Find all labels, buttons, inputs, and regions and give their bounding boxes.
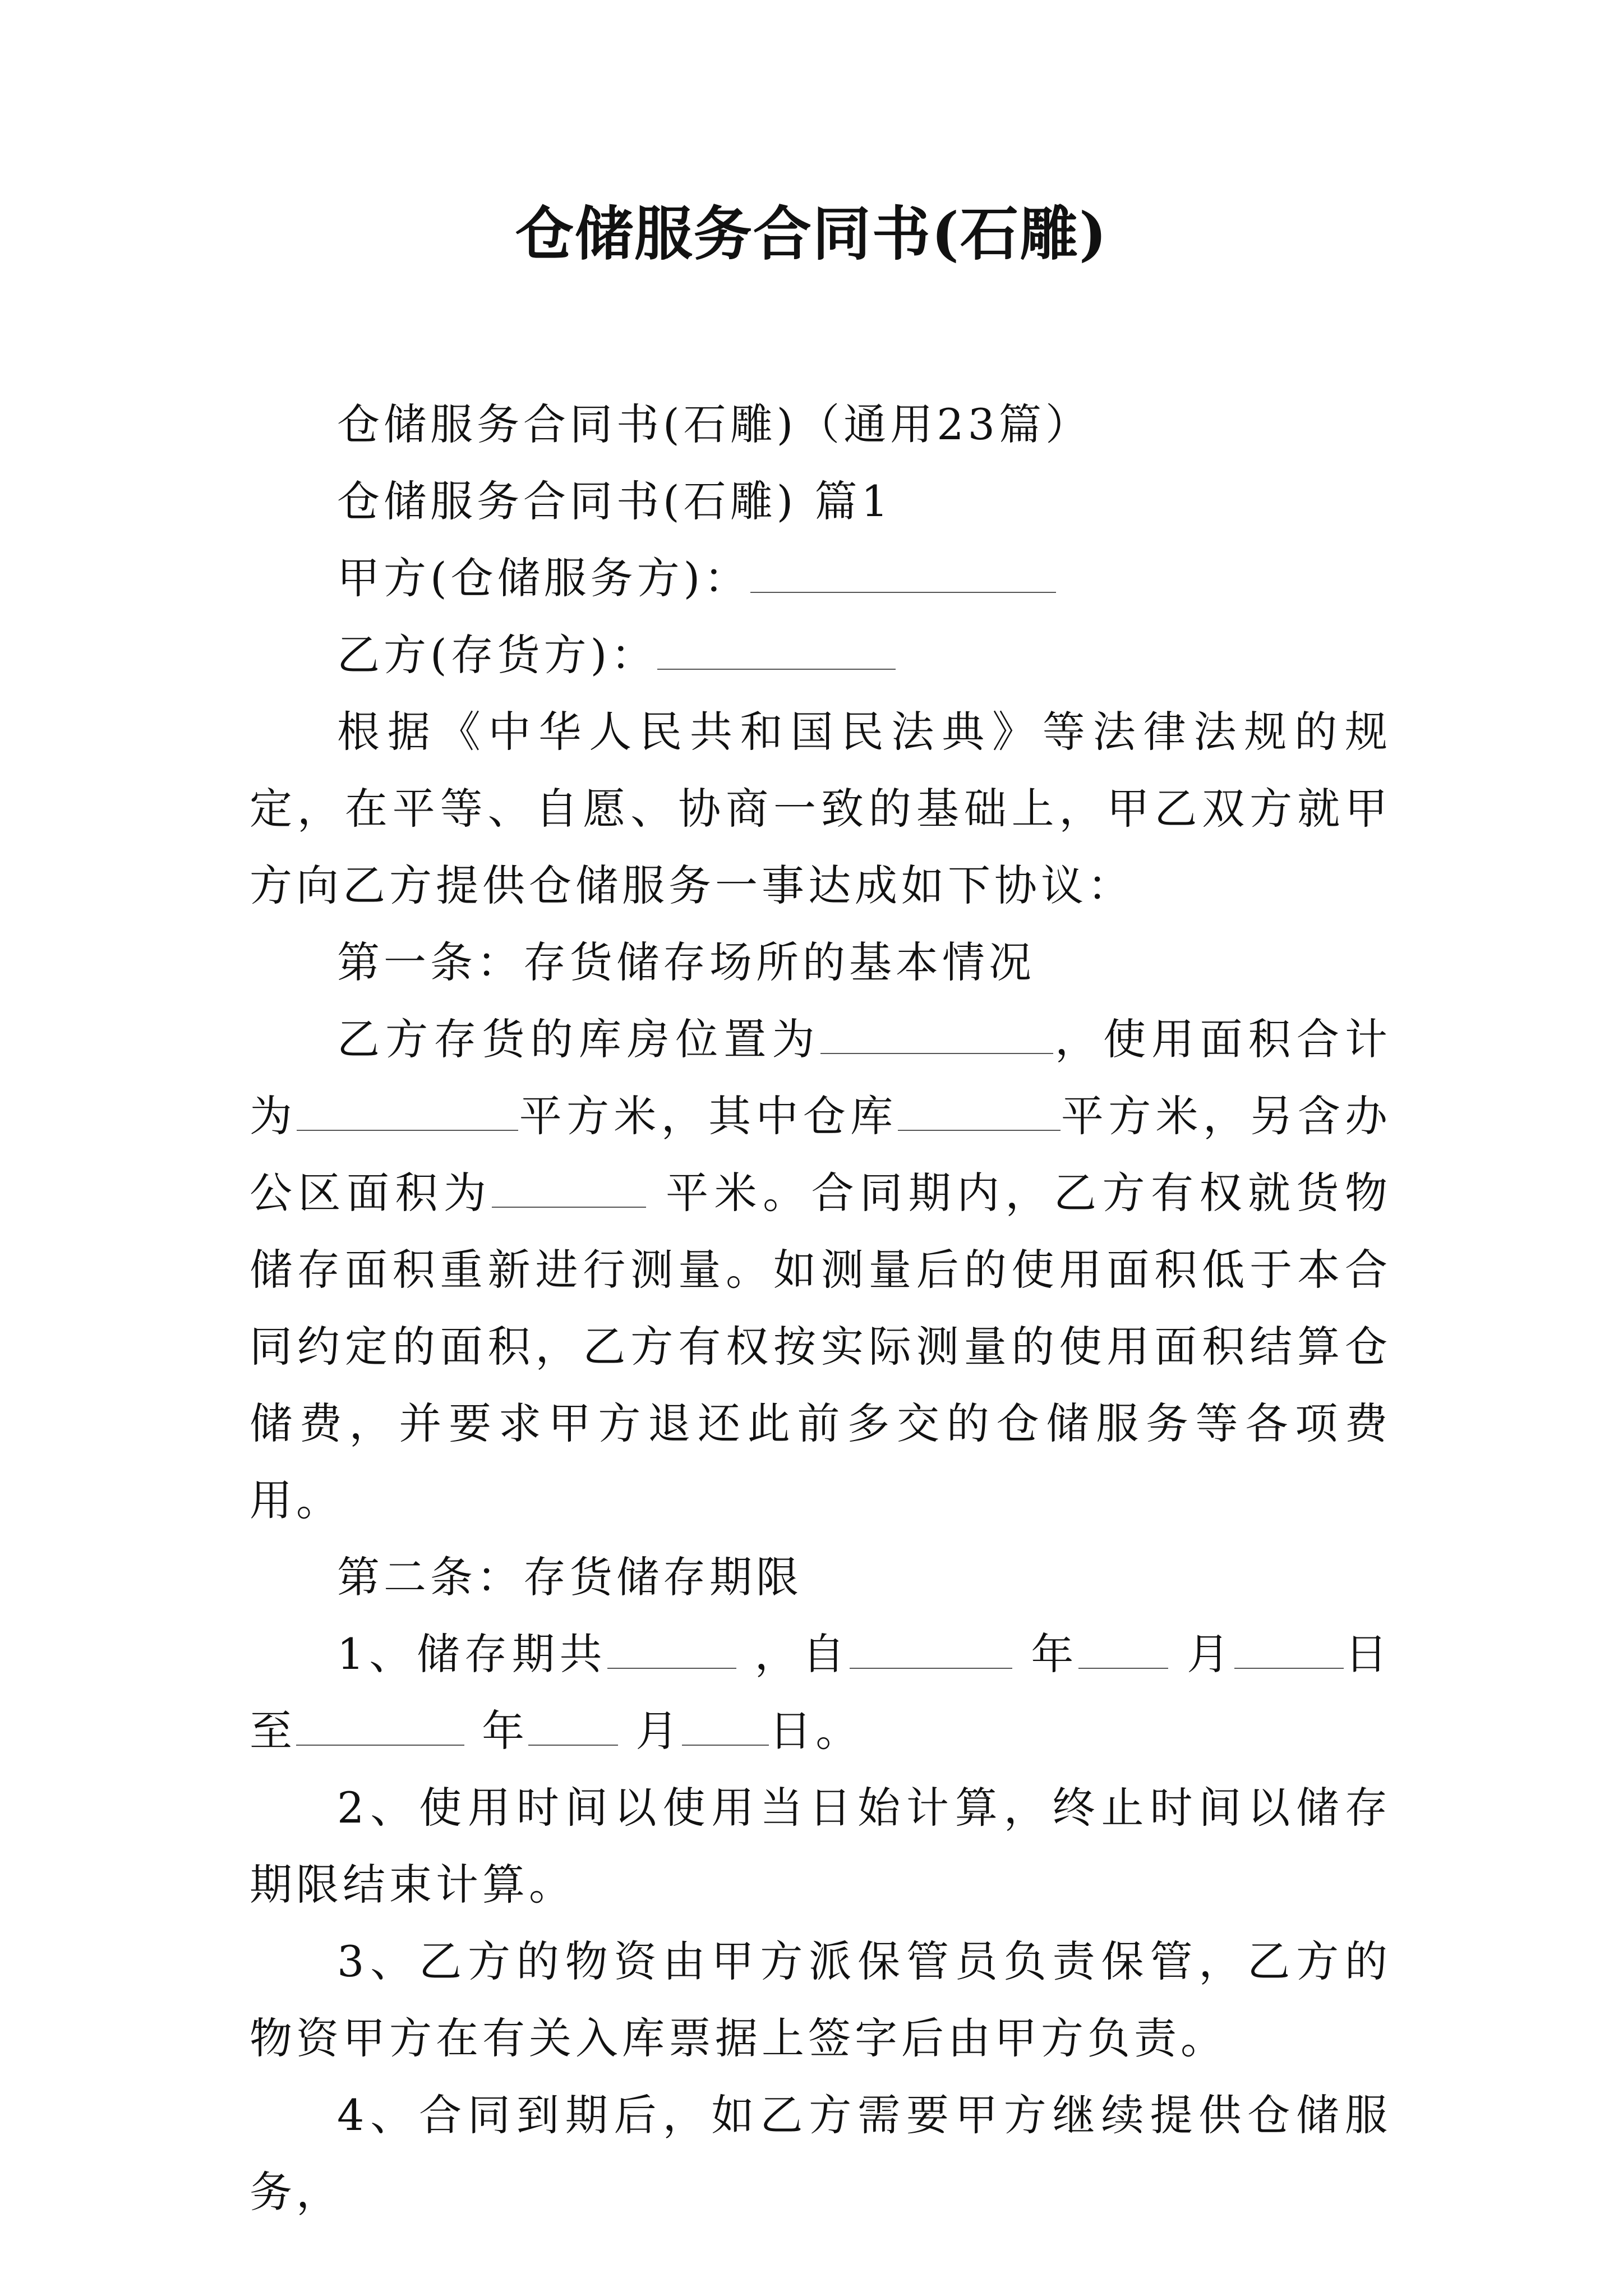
document-body — [250, 386, 1391, 2230]
party-b-blank[interactable] — [657, 633, 896, 670]
party-a-blank[interactable] — [750, 556, 1056, 593]
item1-text-g: 月 — [618, 1706, 683, 1756]
article1-text-3: 平方米，其中仓库 — [518, 1091, 898, 1141]
article1-text-1: 乙方存货的库房位置为 — [337, 1014, 820, 1064]
item1-text-d: 月 — [1168, 1629, 1235, 1679]
article2-heading: 第二条：存货储存期限 — [337, 1552, 803, 1602]
start-day-blank[interactable] — [1234, 1632, 1344, 1669]
total-area-blank[interactable] — [297, 1094, 518, 1131]
section-heading: 仓储服务合同书(石雕) 篇1 — [337, 476, 892, 526]
article1-heading: 第一条：存货储存场所的基本情况 — [337, 937, 1035, 987]
party-b-label: 乙方(存货方)： — [337, 630, 658, 680]
end-year-blank[interactable] — [296, 1709, 464, 1746]
party-a-line — [250, 540, 1391, 616]
end-month-blank[interactable] — [528, 1709, 618, 1746]
warehouse-area-blank[interactable] — [898, 1094, 1061, 1131]
item1-paragraph — [250, 1616, 1391, 1769]
start-year-blank[interactable] — [850, 1632, 1012, 1669]
party-b-line — [250, 616, 1391, 693]
item4-paragraph: 4、合同到期后，如乙方需要甲方继续提供仓储服务， — [250, 2090, 1391, 2217]
article1-paragraph — [250, 1001, 1391, 1539]
article1-text-2: ，使用面积合计为 — [250, 1014, 1392, 1141]
item1-text-h: 日。 — [769, 1706, 863, 1756]
item1-text-a: 1、储存期共 — [337, 1629, 607, 1679]
item1-text-e: 日至 — [250, 1629, 1391, 1756]
document-title: 仓储服务合同书(石雕) — [515, 199, 1108, 268]
intro-paragraph: 根据《中华人民共和国民法典》等法律法规的规定，在平等、自愿、协商一致的基础上，甲乙双方就甲方向乙方提供仓储服务一事达成如下协议： — [250, 707, 1391, 910]
subtitle-line: 仓储服务合同书(石雕)（通用23篇） — [337, 399, 1092, 449]
item1-text-b: ，自 — [736, 1629, 850, 1679]
end-day-blank[interactable] — [682, 1709, 769, 1746]
article1-text-4: 平方米，另含办公区面积为 — [250, 1091, 1392, 1218]
item1-text-c: 年 — [1012, 1629, 1079, 1679]
warehouse-location-blank[interactable] — [820, 1017, 1053, 1054]
item3-paragraph: 3、乙方的物资由甲方派保管员负责保管，乙方的物资甲方在有关入库票据上签字后由甲方负责。 — [250, 1936, 1391, 2063]
storage-duration-blank[interactable] — [607, 1632, 736, 1669]
item1-text-f: 年 — [464, 1706, 529, 1756]
party-a-label: 甲方(仓储服务方)： — [337, 553, 751, 603]
item2-paragraph: 2、使用时间以使用当日始计算，终止时间以储存期限结束计算。 — [250, 1783, 1391, 1910]
article1-text-5: 平米。合同期内，乙方有权就货物储存面积重新进行测量。如测量后的使用面积低于本合同约定的面积，乙方有权按实际测量的使用面积结算仓储费，并要求甲方退还此前多交的仓储服务等各项费用。 — [250, 1168, 1391, 1525]
office-area-blank[interactable] — [492, 1171, 646, 1208]
start-month-blank[interactable] — [1078, 1632, 1168, 1669]
